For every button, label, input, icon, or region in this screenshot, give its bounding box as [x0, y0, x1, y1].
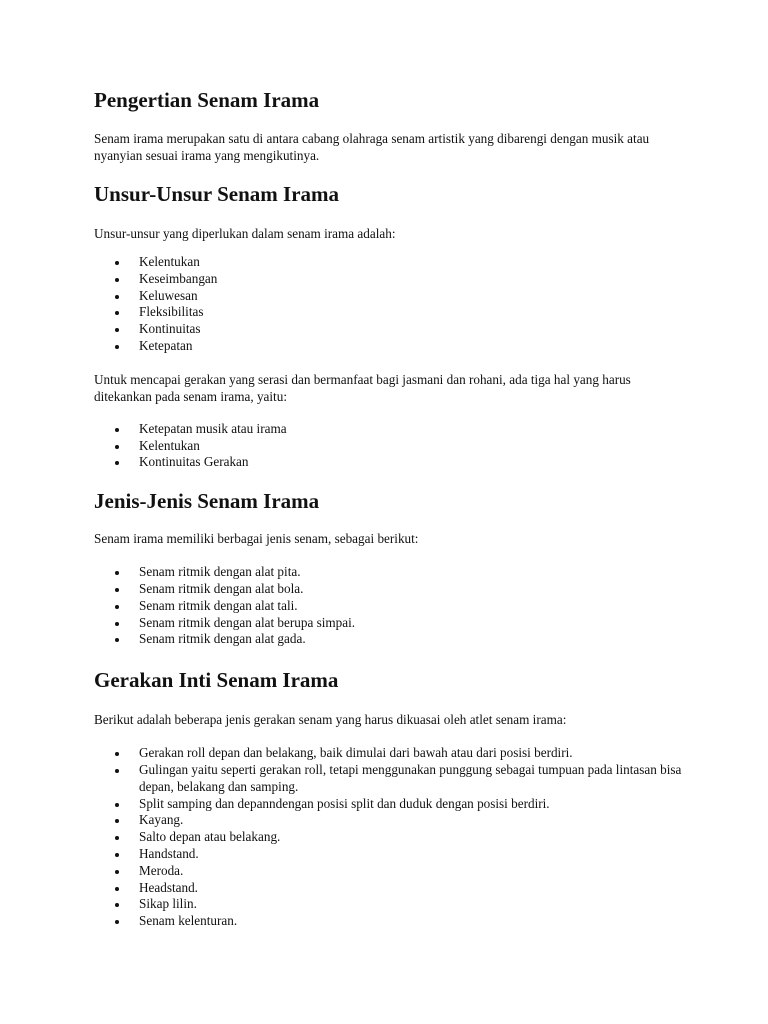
bullet-icon — [115, 903, 119, 907]
bullet-icon — [115, 920, 119, 924]
list-item: Fleksibilitas — [94, 304, 694, 321]
bullet-icon — [115, 311, 119, 315]
paragraph-pengertian: Senam irama merupakan satu di antara cabang olahraga senam artistik yang dibarengi dengan musik atau nyanyian sesuai irama yang mengikutinya. — [94, 131, 650, 163]
bullet-icon — [115, 638, 119, 642]
list-gerakan — [94, 745, 684, 930]
bullet-icon — [115, 428, 119, 432]
list-item: Senam ritmik dengan alat tali. — [94, 598, 694, 615]
heading-unsur: Unsur-Unsur Senam Irama — [94, 182, 340, 206]
paragraph-unsur-intro: Unsur-unsur yang diperlukan dalam senam irama adalah: — [94, 226, 396, 241]
list-item: Gerakan roll depan dan belakang, baik dimulai dari bawah atau dari posisi berdiri. — [94, 745, 684, 762]
list-item: Headstand. — [94, 880, 684, 897]
bullet-icon — [115, 328, 119, 332]
list-item: Senam ritmik dengan alat berupa simpai. — [94, 615, 694, 632]
bullet-icon — [115, 345, 119, 349]
paragraph-gerakan-intro: Berikut adalah beberapa jenis gerakan senam yang harus dikuasai oleh atlet senam irama: — [94, 712, 567, 728]
bullet-icon — [115, 605, 119, 609]
list-jenis — [94, 564, 694, 648]
bullet-icon — [115, 819, 119, 823]
list-item: Senam kelenturan. — [94, 913, 684, 930]
list-item: Gulingan yaitu seperti gerakan roll, tetapi menggunakan punggung sebagai tumpuan pada lintasan bisa depan, belakang dan samping. — [94, 762, 684, 796]
bullet-icon — [115, 752, 119, 756]
list-item: Keseimbangan — [94, 271, 694, 288]
list-item: Kelentukan — [94, 438, 694, 455]
heading-jenis: Jenis-Jenis Senam Irama — [94, 489, 320, 514]
bullet-icon — [115, 278, 119, 282]
list-item: Senam ritmik dengan alat pita. — [94, 564, 694, 581]
list-unsur — [94, 254, 694, 355]
bullet-icon — [115, 622, 119, 626]
list-item: Split samping dan depanndengan posisi split dan duduk dengan posisi berdiri. — [94, 796, 684, 813]
list-item: Sikap lilin. — [94, 896, 684, 913]
list-item: Meroda. — [94, 863, 684, 880]
heading-gerakan: Gerakan Inti Senam Irama — [94, 668, 339, 693]
bullet-icon — [115, 870, 119, 874]
list-item: Keluwesan — [94, 288, 694, 305]
bullet-icon — [115, 588, 119, 592]
list-item: Ketepatan musik atau irama — [94, 421, 694, 438]
bullet-icon — [115, 803, 119, 807]
list-item: Ketepatan — [94, 338, 694, 355]
bullet-icon — [115, 261, 119, 265]
list-unsur-emphasis — [94, 421, 694, 471]
bullet-icon — [115, 769, 119, 773]
heading-pengertian: Pengertian Senam Irama — [94, 88, 320, 112]
bullet-icon — [115, 445, 119, 449]
list-item: Senam ritmik dengan alat bola. — [94, 581, 694, 598]
bullet-icon — [115, 295, 119, 299]
list-item: Kontinuitas — [94, 321, 694, 338]
bullet-icon — [115, 461, 119, 465]
document-page — [94, 86, 694, 930]
list-item: Kelentukan — [94, 254, 694, 271]
list-item: Salto depan atau belakang. — [94, 829, 684, 846]
bullet-icon — [115, 571, 119, 575]
paragraph-unsur-emphasis: Untuk mencapai gerakan yang serasi dan bermanfaat bagi jasmani dan rohani, ada tiga hal yang harus ditekankan pada senam irama, yaitu: — [94, 371, 631, 404]
bullet-icon — [115, 836, 119, 840]
paragraph-jenis-intro: Senam irama memiliki berbagai jenis senam, sebagai berikut: — [94, 531, 419, 547]
list-item: Kayang. — [94, 812, 684, 829]
bullet-icon — [115, 853, 119, 857]
bullet-icon — [115, 887, 119, 891]
list-item: Handstand. — [94, 846, 684, 863]
list-item: Kontinuitas Gerakan — [94, 454, 694, 471]
list-item: Senam ritmik dengan alat gada. — [94, 631, 694, 648]
